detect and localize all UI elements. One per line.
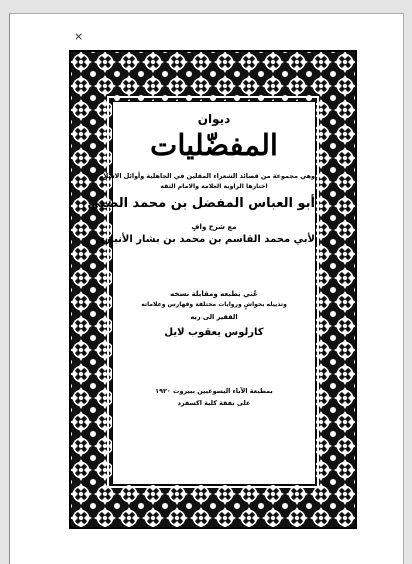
viewer-top-bar <box>0 0 412 14</box>
editor-name: كارلوس يعقوب لايل <box>164 327 264 338</box>
document-page <box>10 14 402 564</box>
description-line-1: وهي مجموعة من قصائد الشعراء المقلين في الجاهلية وأوائل الاسلام <box>98 172 315 180</box>
viewer-left-edge <box>0 13 10 564</box>
viewer-scrollbar[interactable] <box>403 13 412 564</box>
book-title: المفضّليات <box>150 128 278 162</box>
reviser-note: الفقير الى ربه <box>190 313 238 321</box>
commentator-name: لأبي محمد القاسم بن محمد بن بشار الأنباري <box>95 234 315 245</box>
diwan-label: ديوان <box>197 112 231 126</box>
corner-mark: × <box>74 30 84 43</box>
description-line-2: اختارها الراوية العلامة والامام الثقة <box>160 183 268 190</box>
title-panel <box>87 101 316 485</box>
annotation-note: وتذييله بحواشٍ وروايات مختلفة وفهارس وعلاماته <box>141 301 287 308</box>
author-name: أبو العباس المفضل بن محمد الضبي <box>87 196 315 211</box>
editing-note: عُني بطبعه ومقابلة نسخه <box>170 290 258 298</box>
commentary-label: مع شرح وافٍ <box>191 223 237 231</box>
imprint-line-1: بمطبعة الآباء اليسوعيين ببيروت ١٩٢٠ <box>155 387 273 395</box>
imprint-line-2: على نفقة كلية اكسفرد <box>177 399 251 407</box>
